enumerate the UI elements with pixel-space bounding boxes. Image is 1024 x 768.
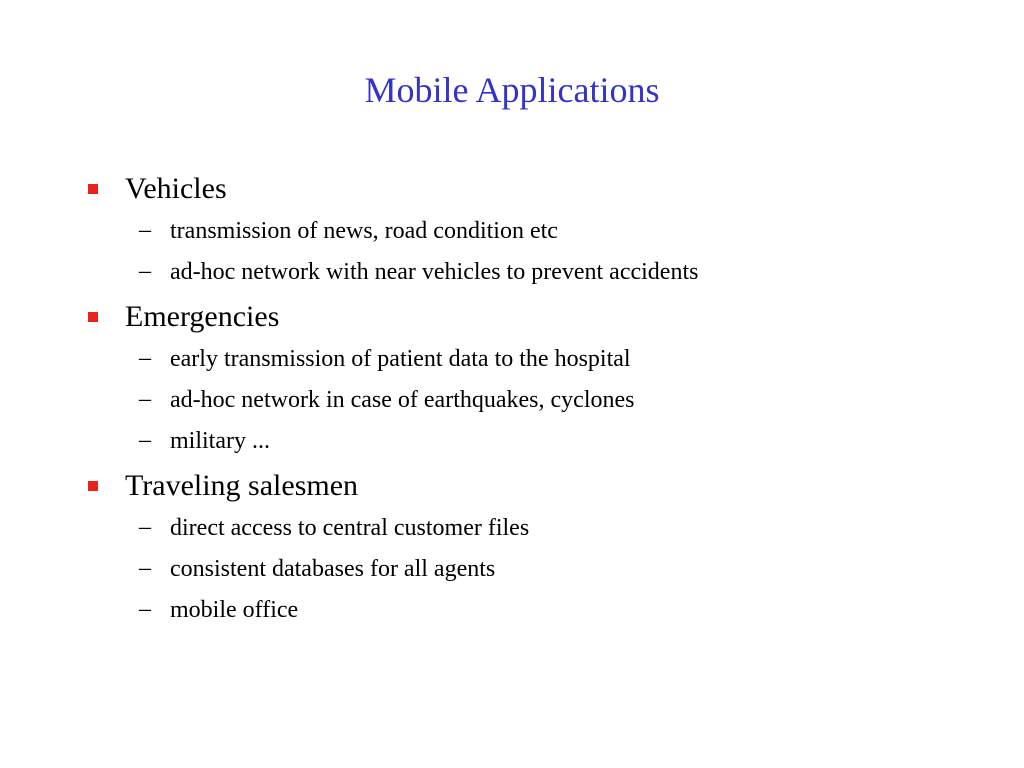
bullet-row xyxy=(88,296,988,338)
sub-item xyxy=(139,379,988,420)
sub-item xyxy=(139,251,988,292)
sub-item xyxy=(139,548,988,589)
bullet-item-emergencies xyxy=(88,296,988,461)
sub-item xyxy=(139,507,988,548)
dash-icon: – xyxy=(139,386,151,412)
sub-item xyxy=(139,338,988,379)
bullet-label: Traveling salesmen xyxy=(125,469,359,502)
sub-item-text: mobile office xyxy=(170,596,299,623)
sub-item-text: transmission of news, road condition etc xyxy=(170,217,558,244)
dash-icon: – xyxy=(139,217,151,243)
slide-title: Mobile Applications xyxy=(364,70,660,110)
sub-list xyxy=(88,210,988,292)
sub-item-text: direct access to central customer files xyxy=(170,514,530,541)
sub-item-text: military ... xyxy=(170,427,270,454)
bullet-item-traveling-salesmen xyxy=(88,465,988,630)
sub-item xyxy=(139,420,988,461)
bullet-item-vehicles xyxy=(88,168,988,292)
dash-icon: – xyxy=(139,596,151,622)
dash-icon: – xyxy=(139,555,151,581)
bullet-list xyxy=(88,168,988,634)
bullet-label: Vehicles xyxy=(125,172,227,205)
sub-item-text: consistent databases for all agents xyxy=(170,555,496,582)
square-bullet-icon xyxy=(88,312,98,322)
square-bullet-icon xyxy=(88,184,98,194)
sub-item-text: ad-hoc network in case of earthquakes, cyclones xyxy=(170,386,635,413)
dash-icon: – xyxy=(139,258,151,284)
sub-item-text: early transmission of patient data to the hospital xyxy=(170,345,631,372)
bullet-label: Emergencies xyxy=(125,300,280,333)
sub-list xyxy=(88,338,988,461)
bullet-row xyxy=(88,465,988,507)
sub-list xyxy=(88,507,988,630)
sub-item xyxy=(139,210,988,251)
square-bullet-icon xyxy=(88,481,98,491)
sub-item-text: ad-hoc network with near vehicles to prevent accidents xyxy=(170,258,699,285)
dash-icon: – xyxy=(139,427,151,453)
dash-icon: – xyxy=(139,514,151,540)
bullet-row xyxy=(88,168,988,210)
sub-item xyxy=(139,589,988,630)
dash-icon: – xyxy=(139,345,151,371)
